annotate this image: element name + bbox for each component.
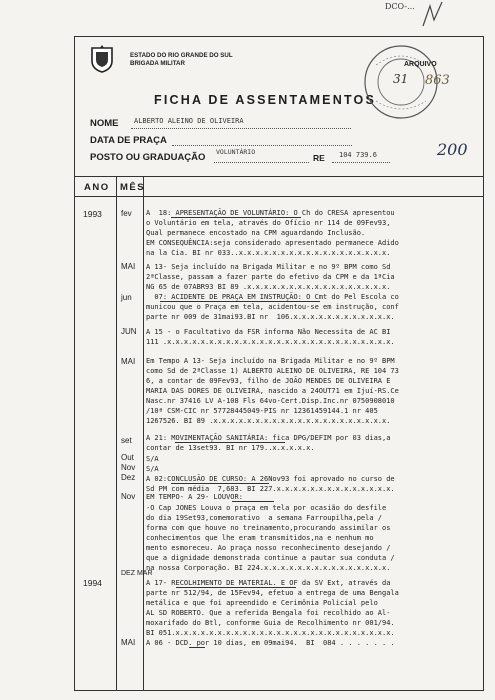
posto-label: POSTO OU GRADUAÇÃO	[90, 152, 206, 163]
year-cell: 1993	[83, 209, 102, 219]
entry-line: S/A	[146, 455, 159, 463]
table-header-rule	[74, 196, 484, 197]
entry-line: 6, a contar de 09Fev93, filho de JOÃO MENDES DE OLIVEIRA E	[146, 377, 391, 385]
month-cell: MAI	[121, 357, 136, 366]
entry-line: forma com que houve no treinamento,procurando assimilar os	[146, 524, 391, 532]
entry-line: municou que o Praça em tela, acidentou-se em instrução, conf	[146, 303, 399, 311]
re-label: RE	[313, 153, 325, 163]
re-rule	[332, 162, 390, 163]
entry-line: que a dignidade demonstrada continue a pautar sua conduta /	[146, 554, 395, 562]
entry-line: parte nr 009 de 31mai93.BI nr 106.x.x.x.x.x.x.x.x.x.x.x.x.	[146, 313, 395, 321]
entry-line: /10ª CSM-CIC nr 57728445049-PIS nr 12361459144.1 nr 405	[146, 407, 378, 415]
month-cell: Dez	[121, 473, 136, 482]
data-praca-label: DATA DE PRAÇA	[90, 135, 167, 146]
nome-value: ALBERTO ALEINO DE OLIVEIRA	[134, 117, 244, 125]
unit-name: BRIGADA MILITAR	[130, 60, 185, 67]
entry-line: A 15 - o Facultativo da FSR informa Não Necessita de AC BI	[146, 328, 391, 336]
entry-line: contar de 13set93. BI nr 179..x.x.x.x.x.	[146, 444, 315, 452]
entry-line: A 06 - DCD. por 10 dias, em 09mai94. BI 084 . . . . . . .	[146, 639, 395, 647]
month-cell: Out	[121, 453, 134, 462]
entry-line: moxarifado do Btl, conforme Guia de Recolhimento nr 001/94.	[146, 619, 395, 627]
entry-line: mento esmoreceu. Ao praça nosso reconhecimento desejando /	[146, 544, 391, 552]
month-cell: Nov	[121, 492, 136, 501]
month-cell: Nov	[121, 463, 136, 472]
entry-line: metálica e que foi apreendido e Cerimônia Policial pelo	[146, 599, 378, 607]
entry-line: BI 051.x.x.x.x.x.x.x.x.x.x.x.x.x.x.x.x.x.x.x.x.x.x.x.x.x.x.	[146, 629, 395, 637]
month-cell: DEZ MAR	[121, 570, 153, 577]
entry-line: Nasc.nr 37416 LV A-108 Fls 64vo-Cert.Disp.Inc.nr 0750908010	[146, 397, 395, 405]
heading-underline	[160, 301, 320, 302]
entry-line: Sd PM com média 7,683. BI 227.x.x.x.x.x.x.x.x.x.x.x.x.x.x.	[146, 485, 395, 493]
data-praca-rule	[172, 145, 352, 146]
month-cell: JUN	[121, 327, 137, 336]
entry-line: na la Cia. BI nr 033..x.x.x.x.x.x.x.x.x.x.x.x.x.x.x.x.x.x.	[146, 249, 391, 257]
entry-line: Em Tempo A 13- Seja incluído na Brigada Militar e no 9º BPM	[146, 357, 395, 365]
entry-line: A 13- Seja incluído na Brigada Militar e no 9º BPM como Sd	[146, 263, 391, 271]
entry-line: -O Cap JONES Louva o praça em tela por ocasião do desfile	[146, 504, 387, 512]
month-cell: MAI	[121, 262, 136, 271]
table-top-rule	[74, 176, 484, 177]
entry-line: A 02:CONCLUSÃO DE CURSO: A 26Nov93 foi aprovado no curso de	[146, 475, 395, 483]
entry-line: A 17- RECOLHIMENTO DE MATERIAL. E OF da SV Ext, através da	[146, 579, 391, 587]
entry-line: NG 65 de 07ABR93 BI 89 .x.x.x.x.x.x.x.x.x.x.x.x.x.x.x.x.x.	[146, 283, 391, 291]
month-cell: MAI	[121, 638, 136, 647]
posto-value: VOLUNTÁRIO	[216, 148, 256, 156]
entry-line: EM CONSEQUÊNCIA:seja considerado apresentado permanece Adido	[146, 239, 399, 247]
entry-line: o Voluntário em tela, através do Ofício nr 114 de 09Fev93,	[146, 219, 391, 227]
entry-line: S/A	[146, 465, 159, 473]
heading-underline	[171, 217, 301, 218]
year-cell: 1994	[83, 578, 102, 588]
svg-text:31: 31	[393, 72, 409, 86]
re-value: 104 739.6	[339, 151, 377, 159]
stamp-label: ARQUIVO	[404, 61, 437, 68]
heading-underline	[171, 483, 269, 484]
entry-line: 111 .x.x.x.x.x.x.x.x.x.x.x.x.x.x.x.x.x.x.x.x.x.x.x.x.x.x.x.	[146, 338, 395, 346]
handwritten-note: 863	[425, 73, 450, 88]
entry-line: conhecimentos que lhe eram transmitidos,na e nenhum mo	[146, 534, 374, 542]
entry-line: 1267526. BI 89 .x.x.x.x.x.x.x.x.x.x.x.x.x.x.x.x.x.x.x.x.x.	[146, 417, 391, 425]
month-cell: set	[121, 436, 132, 445]
heading-underline	[175, 442, 285, 443]
heading-underline	[176, 587, 296, 588]
posto-rule	[214, 162, 309, 163]
state-name: ESTADO DO RIO GRANDE DO SUL	[130, 52, 233, 59]
entry-line: EM TEMPO- A 29- LOUVOR:	[146, 493, 243, 501]
month-cell: fev	[121, 209, 132, 218]
entry-line: parte nr 512/94, de 15Fev94, efetuo a entrega de uma Bengala	[146, 589, 399, 597]
nome-rule	[131, 128, 351, 129]
column-header-ano: ANO	[84, 182, 110, 193]
heading-underline	[189, 647, 205, 648]
entry-line: AL SD ROBERTO. Que a referida Bengala foi recolhido ao Al-	[146, 609, 391, 617]
entry-line: do dia 19Set93,comemorativo a semana Farroupilha,pela /	[146, 514, 383, 522]
heading-underline	[232, 501, 274, 502]
entry-line: como Sd de 2ªClasse 1) ALBERTO ALEINO DE OLIVEIRA, RE 104 73	[146, 367, 399, 375]
column-divider	[116, 176, 117, 691]
month-cell: jun	[121, 293, 132, 302]
entry-line: Qual permanece encostado na CPM aguardando Inclusão.	[146, 229, 366, 237]
column-divider	[143, 176, 144, 691]
top-note: DCO-...	[385, 2, 415, 11]
signature-mark	[418, 0, 448, 30]
column-header-mes: MÊS	[120, 182, 146, 193]
entry-line: A 18: APRESENTAÇÃO DE VOLUNTÁRIO: O Ch do CRESA apresentou	[146, 209, 395, 217]
nome-label: NOME	[90, 118, 119, 129]
coat-of-arms-icon	[90, 45, 114, 73]
entry-line: 07: ACIDENTE DE PRAÇA EM INSTRUÇÃO: O Cmt do Pel Escola co	[146, 293, 399, 301]
handwritten-number: 200	[437, 140, 468, 159]
entry-line: 2ªClasse, passam a fazer parte do efetivo da CPM e da 1ªCia	[146, 273, 395, 281]
entry-line: A 21: MOVIMENTAÇÃO SANITÁRIA: fica DPG/DEFIM por 03 dias,a	[146, 434, 391, 442]
entry-line: MARIA DAS DORES DE OLIVEIRA, nascido a 24OUT71 em Ijuí-RS.Ce	[146, 387, 399, 395]
document-title: FICHA DE ASSENTAMENTOS	[154, 93, 377, 107]
entry-line: na nossa Corporação. BI 224.x.x.x.x.x.x.x.x.x.x.x.x.x.x.x.	[146, 564, 391, 572]
